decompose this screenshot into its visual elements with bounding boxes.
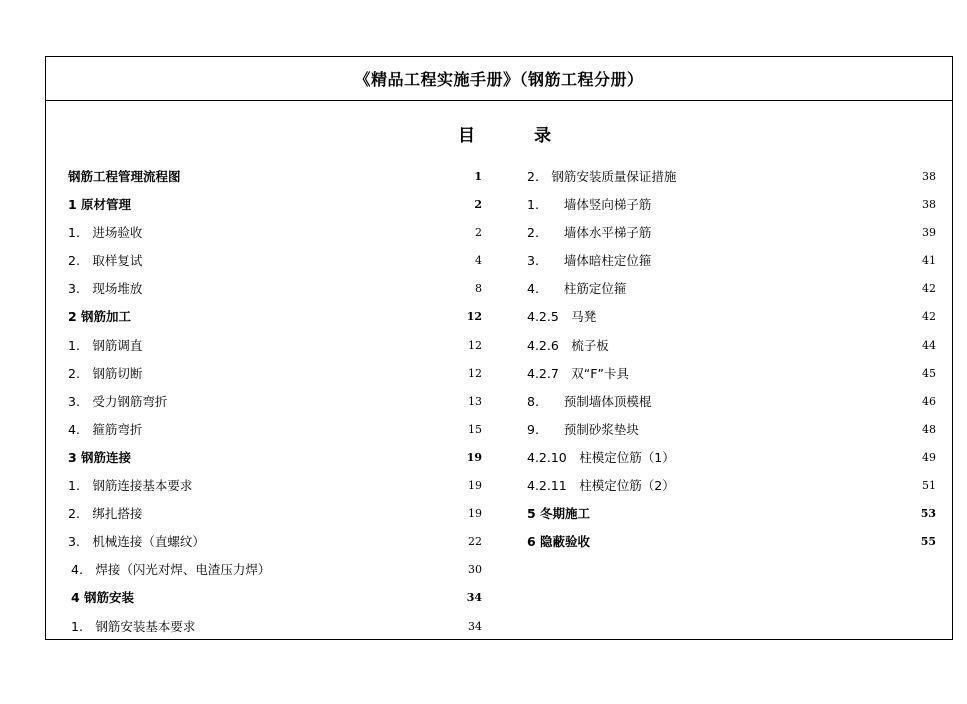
toc-entry-text: 2. 取样复试: [68, 253, 143, 269]
toc-entry-page: 44: [922, 338, 936, 352]
toc-entry-page: 34: [466, 591, 482, 605]
toc-entry[interactable]: [527, 163, 936, 191]
toc-entry-page: 42: [922, 282, 936, 296]
toc-entry[interactable]: [68, 163, 482, 191]
toc-entry[interactable]: [68, 613, 482, 641]
toc-entry-text: 1. 墙体竖向梯子筋: [527, 197, 652, 213]
toc-entry-page: 46: [922, 394, 936, 408]
toc-entry[interactable]: [527, 275, 936, 303]
toc-entry-text: 2 钢筋加工: [68, 309, 132, 325]
toc-entry-page: 38: [922, 198, 936, 212]
toc-entry[interactable]: [68, 360, 482, 388]
toc-entry-page: 51: [922, 479, 936, 493]
toc-entry-page: 13: [468, 394, 482, 408]
toc-entry-text: 4. 柱筋定位箍: [527, 281, 627, 297]
toc-entry-page: 49: [922, 450, 936, 464]
toc-entry-text: 4 钢筋安装: [71, 590, 135, 606]
toc-entry-text: 4. 焊接（闪光对焊、电渣压力焊）: [71, 562, 271, 578]
toc-entry[interactable]: [68, 219, 482, 247]
toc-entry-text: 9. 预制砂浆垫块: [527, 421, 639, 437]
toc-entry[interactable]: [68, 556, 482, 584]
toc-heading-right: 录: [534, 126, 551, 146]
toc-entry-text: 4.2.11 柱模定位筋（2）: [527, 478, 675, 494]
toc-entry-page: 2: [475, 226, 482, 240]
toc-entry-text: 5 冬期施工: [527, 506, 591, 522]
toc-entry[interactable]: [527, 332, 936, 360]
toc-entry-text: 1. 钢筋连接基本要求: [68, 478, 193, 494]
toc-entry[interactable]: [527, 500, 936, 528]
toc-entry-page: 12: [468, 366, 482, 380]
toc-entry[interactable]: [527, 388, 936, 416]
toc-entry-text: 6 隐蔽验收: [527, 534, 591, 550]
toc-entry[interactable]: [68, 444, 482, 472]
toc-entry-page: 34: [468, 619, 482, 633]
toc-entry-text: 4.2.7 双“F”卡具: [527, 365, 629, 381]
toc-entry-page: 48: [922, 422, 936, 436]
toc-entry[interactable]: [527, 247, 936, 275]
toc-entry-text: 4.2.10 柱模定位筋（1）: [527, 449, 675, 465]
toc-entry[interactable]: [68, 191, 482, 219]
toc-column-right: [527, 163, 936, 556]
toc-entry[interactable]: [68, 584, 482, 612]
toc-entry-page: 55: [920, 535, 936, 549]
toc-entry-page: 30: [468, 563, 482, 577]
toc-entry-page: 45: [922, 366, 936, 380]
toc-entry-page: 41: [922, 254, 936, 268]
toc-entry-text: 3. 受力钢筋弯折: [68, 393, 168, 409]
toc-entry-page: 38: [922, 170, 936, 183]
toc-entry[interactable]: [68, 388, 482, 416]
toc-entry-text: 2. 钢筋切断: [68, 365, 143, 381]
toc-entry-page: 53: [920, 507, 936, 521]
toc-entry[interactable]: [527, 303, 936, 331]
toc-entry-text: 1. 钢筋调直: [68, 337, 143, 353]
toc-entry[interactable]: [68, 332, 482, 360]
toc-entry[interactable]: [527, 219, 936, 247]
toc-entry-text: 2. 绑扎搭接: [68, 506, 143, 522]
toc-entry-text: 4.2.6 梳子板: [527, 337, 609, 353]
toc-entry[interactable]: [68, 472, 482, 500]
toc-entry-text: 2. 钢筋安装质量保证措施: [527, 169, 677, 184]
toc-entry[interactable]: [68, 416, 482, 444]
toc-column-left: [68, 163, 482, 641]
toc-entry[interactable]: [68, 275, 482, 303]
toc-entry-text: 1 原材管理: [68, 197, 132, 213]
toc-entry-page: 12: [468, 338, 482, 352]
toc-entry[interactable]: [527, 360, 936, 388]
toc-entry-page: 12: [466, 310, 482, 324]
toc-entry-text: 3 钢筋连接: [68, 449, 132, 465]
toc-entry[interactable]: [527, 444, 936, 472]
toc-entry-page: 39: [922, 226, 936, 240]
toc-heading: [46, 121, 952, 145]
toc-entry-page: 2: [474, 198, 482, 212]
toc-entry-page: 8: [475, 282, 482, 296]
toc-entry[interactable]: [68, 528, 482, 556]
toc-entry-text: 3. 墙体暗柱定位箍: [527, 253, 652, 269]
toc-entry-page: 19: [468, 479, 482, 493]
toc-entry-page: 19: [468, 507, 482, 521]
toc-entry[interactable]: [527, 528, 936, 556]
toc-entry-text: 1. 钢筋安装基本要求: [71, 618, 196, 634]
toc-entry-page: 4: [475, 254, 482, 268]
toc-entry-text: 4. 箍筋弯折: [68, 421, 143, 437]
toc-entry-text: 钢筋工程管理流程图: [68, 169, 181, 184]
toc-heading-left: 目: [458, 126, 475, 146]
toc-entry[interactable]: [527, 416, 936, 444]
toc-entry-text: 4.2.5 马凳: [527, 309, 597, 325]
toc-entry-page: 1: [474, 170, 482, 183]
toc-entry[interactable]: [68, 500, 482, 528]
toc-entry-text: 3. 现场堆放: [68, 281, 143, 297]
toc-entry-text: 8. 预制墙体顶模棍: [527, 393, 652, 409]
toc-entry-text: 1. 进场验收: [68, 225, 143, 241]
toc-entry-page: 42: [922, 310, 936, 324]
toc-entry-page: 15: [468, 422, 482, 436]
toc-entry-page: 19: [466, 450, 482, 464]
toc-entry-text: 3. 机械连接（直螺纹）: [68, 534, 205, 550]
toc-entry-page: 22: [468, 535, 482, 549]
document-title: 《精品工程实施手册》（钢筋工程分册）: [46, 57, 952, 101]
document-frame: [45, 56, 953, 640]
toc-entry[interactable]: [527, 472, 936, 500]
toc-entry-text: 2. 墙体水平梯子筋: [527, 225, 652, 241]
toc-entry[interactable]: [68, 303, 482, 331]
toc-entry[interactable]: [68, 247, 482, 275]
toc-entry[interactable]: [527, 191, 936, 219]
